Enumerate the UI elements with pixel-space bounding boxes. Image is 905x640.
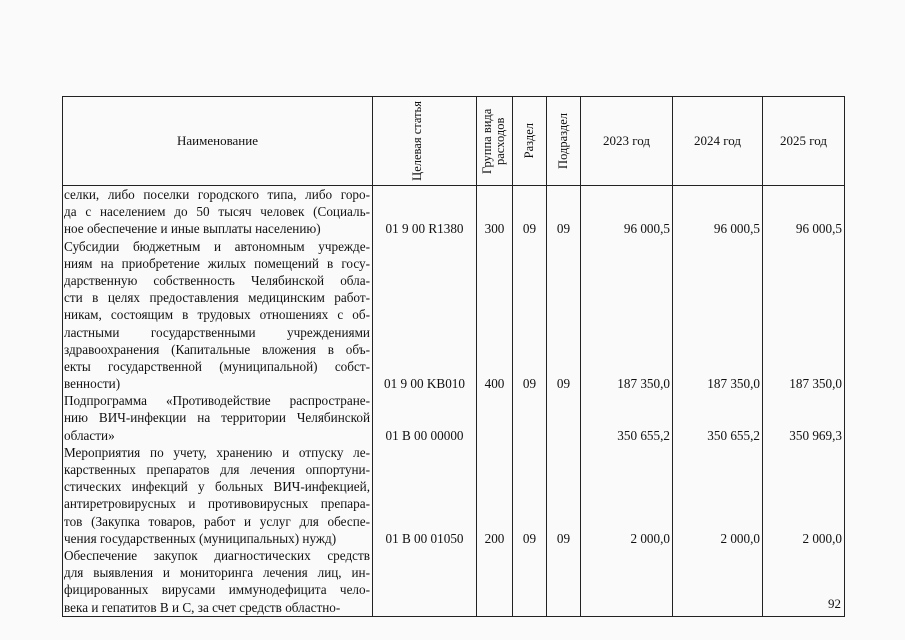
group-spacer bbox=[477, 513, 512, 530]
y2023-column bbox=[581, 186, 673, 617]
y2025-spacer bbox=[763, 358, 842, 375]
section-value: 09 bbox=[522, 376, 537, 392]
table-body-row bbox=[63, 186, 845, 617]
y2023-spacer bbox=[581, 306, 670, 323]
y2025-spacer bbox=[763, 341, 842, 358]
y2024-column bbox=[673, 186, 763, 617]
subsection-spacer bbox=[547, 392, 580, 409]
subsection-spacer bbox=[547, 409, 580, 426]
y2023-spacer bbox=[581, 186, 670, 203]
section-value: 09 bbox=[522, 221, 537, 237]
y2024-spacer bbox=[673, 272, 760, 289]
y2024-spacer bbox=[673, 186, 760, 203]
y2023-value bbox=[581, 599, 670, 616]
header-article-text: Целевая статья bbox=[409, 101, 424, 181]
subsection-spacer bbox=[547, 306, 580, 323]
group-value bbox=[477, 599, 512, 616]
y2025-value: 350 969,3 bbox=[789, 427, 842, 443]
y2024-spacer bbox=[673, 513, 760, 530]
y2023-spacer bbox=[581, 392, 670, 409]
y2023-spacer bbox=[581, 444, 670, 461]
group-values bbox=[477, 186, 512, 616]
y2023-value: 2 000,0 bbox=[630, 530, 670, 546]
y2024-spacer bbox=[673, 581, 760, 598]
y2025-spacer bbox=[763, 564, 842, 581]
subsection-value: 09 bbox=[556, 221, 571, 237]
article-spacer bbox=[373, 341, 476, 358]
y2024-value bbox=[673, 599, 760, 616]
article-value: 01 9 00 R1380 bbox=[385, 221, 464, 237]
header-name: Наименование bbox=[63, 97, 373, 186]
article-spacer bbox=[373, 461, 476, 478]
name-line: нию ВИЧ-инфекции на территории Челябинской bbox=[64, 410, 370, 426]
name-line: века и гепатитов В и С, за счет средств областно- bbox=[64, 599, 341, 615]
name-line: ное обеспечение и иные выплаты населению) bbox=[64, 221, 321, 237]
y2023-spacer bbox=[581, 478, 670, 495]
y2023-spacer bbox=[581, 495, 670, 512]
y2025-spacer bbox=[763, 238, 842, 255]
name-line: фицированных вирусами иммунодефицита чело- bbox=[64, 582, 370, 598]
y2023-spacer bbox=[581, 203, 670, 220]
y2025-spacer bbox=[763, 444, 842, 461]
group-spacer bbox=[477, 478, 512, 495]
article-spacer bbox=[373, 358, 476, 375]
y2023-spacer bbox=[581, 289, 670, 306]
name-line: для выявления и мониторинга лечения лиц, ин- bbox=[64, 565, 370, 581]
y2023-spacer bbox=[581, 238, 670, 255]
y2023-spacer bbox=[581, 409, 670, 426]
article-spacer bbox=[373, 581, 476, 598]
group-spacer bbox=[477, 272, 512, 289]
name-line: сти в целях предоставления медицинским работ- bbox=[64, 290, 370, 306]
y2025-value: 96 000,5 bbox=[795, 221, 842, 237]
subsection-spacer bbox=[547, 289, 580, 306]
section-value bbox=[513, 427, 546, 444]
section-value: 09 bbox=[522, 530, 537, 546]
y2025-spacer bbox=[763, 272, 842, 289]
name-line: екты государственной (муниципальной) собст- bbox=[64, 358, 370, 374]
group-spacer bbox=[477, 444, 512, 461]
y2023-spacer bbox=[581, 358, 670, 375]
subsection-spacer bbox=[547, 513, 580, 530]
subsection-spacer bbox=[547, 495, 580, 512]
header-section-text: Раздел bbox=[522, 123, 536, 159]
name-line: карственных препаратов для лечения оппортуни- bbox=[64, 462, 370, 477]
subsection-value bbox=[547, 427, 580, 444]
group-spacer bbox=[477, 409, 512, 426]
y2025-spacer bbox=[763, 495, 842, 512]
name-line: венности) bbox=[64, 376, 121, 392]
section-spacer bbox=[513, 341, 546, 358]
y2025-spacer bbox=[763, 306, 842, 323]
y2024-spacer bbox=[673, 203, 760, 220]
y2024-spacer bbox=[673, 289, 760, 306]
section-spacer bbox=[513, 324, 546, 341]
y2025-spacer bbox=[763, 255, 842, 272]
y2023-value: 350 655,2 bbox=[617, 427, 670, 443]
name-line: дарственную собственность Челябинской обла- bbox=[64, 272, 370, 288]
group-spacer bbox=[477, 564, 512, 581]
article-spacer bbox=[373, 495, 476, 512]
name-line: чения государственных (муниципальных) нужд) bbox=[64, 530, 337, 546]
subsection-value: 09 bbox=[556, 530, 571, 546]
article-spacer bbox=[373, 564, 476, 581]
header-2025: 2025 год bbox=[763, 97, 845, 186]
group-spacer bbox=[477, 358, 512, 375]
y2024-spacer bbox=[673, 255, 760, 272]
header-group-text: Группа вида расходов bbox=[479, 108, 507, 174]
y2024-value: 187 350,0 bbox=[707, 376, 760, 392]
header-subsection-text: Подраздел bbox=[556, 113, 570, 169]
article-spacer bbox=[373, 547, 476, 564]
y2023-spacer bbox=[581, 324, 670, 341]
y2023-value: 96 000,5 bbox=[623, 221, 670, 237]
y2025-value: 187 350,0 bbox=[789, 376, 842, 392]
subsection-spacer bbox=[547, 461, 580, 478]
section-spacer bbox=[513, 255, 546, 272]
header-group bbox=[477, 97, 513, 186]
section-spacer bbox=[513, 461, 546, 478]
section-spacer bbox=[513, 564, 546, 581]
section-spacer bbox=[513, 272, 546, 289]
name-line: селки, либо поселки городского типа, либо горо- bbox=[64, 187, 370, 202]
article-spacer bbox=[373, 444, 476, 461]
section-spacer bbox=[513, 358, 546, 375]
y2025-spacer bbox=[763, 478, 842, 495]
article-spacer bbox=[373, 186, 476, 203]
y2025-spacer bbox=[763, 324, 842, 341]
y2025-value: 2 000,0 bbox=[802, 530, 842, 546]
subsection-value: 09 bbox=[556, 376, 571, 392]
article-spacer bbox=[373, 513, 476, 530]
article-value: 01 В 00 00000 bbox=[385, 427, 464, 443]
section-spacer bbox=[513, 495, 546, 512]
subsection-spacer bbox=[547, 203, 580, 220]
y2025-spacer bbox=[763, 289, 842, 306]
name-line: Подпрограмма «Противодействие распростране- bbox=[64, 393, 370, 409]
y2024-spacer bbox=[673, 461, 760, 478]
group-spacer bbox=[477, 392, 512, 409]
subsection-spacer bbox=[547, 358, 580, 375]
subsection-spacer bbox=[547, 186, 580, 203]
header-2024: 2024 год bbox=[673, 97, 763, 186]
section-spacer bbox=[513, 444, 546, 461]
group-spacer bbox=[477, 324, 512, 341]
header-section bbox=[513, 97, 547, 186]
group-value: 400 bbox=[484, 376, 505, 392]
y2023-spacer bbox=[581, 564, 670, 581]
y2025-spacer bbox=[763, 186, 842, 203]
group-spacer bbox=[477, 255, 512, 272]
article-value: 01 В 00 01050 bbox=[385, 530, 464, 546]
y2023-spacer bbox=[581, 461, 670, 478]
y2024-spacer bbox=[673, 358, 760, 375]
y2023-value: 187 350,0 bbox=[617, 376, 670, 392]
budget-table bbox=[62, 96, 845, 617]
name-line: ниям на приобретение жилых помещений в госу- bbox=[64, 255, 370, 271]
subsection-spacer bbox=[547, 581, 580, 598]
name-line: стических инфекций у больных ВИЧ-инфекцией, bbox=[64, 479, 370, 495]
section-value bbox=[513, 599, 546, 616]
subsection-spacer bbox=[547, 444, 580, 461]
name-column-text bbox=[64, 186, 370, 616]
group-spacer bbox=[477, 341, 512, 358]
y2023-spacer bbox=[581, 513, 670, 530]
section-spacer bbox=[513, 289, 546, 306]
article-spacer bbox=[373, 203, 476, 220]
group-spacer bbox=[477, 581, 512, 598]
subsection-spacer bbox=[547, 238, 580, 255]
name-line: ластными государственными учреждениями bbox=[64, 324, 370, 340]
group-spacer bbox=[477, 289, 512, 306]
y2024-spacer bbox=[673, 306, 760, 323]
subsection-spacer bbox=[547, 547, 580, 564]
group-value bbox=[477, 427, 512, 444]
name-line: да с населением до 50 тысяч человек (Социаль- bbox=[64, 204, 370, 220]
y2024-spacer bbox=[673, 324, 760, 341]
section-spacer bbox=[513, 186, 546, 203]
group-spacer bbox=[477, 238, 512, 255]
header-subsection bbox=[547, 97, 581, 186]
y2024-spacer bbox=[673, 392, 760, 409]
name-line: Субсидии бюджетным и автономным учрежде- bbox=[64, 238, 370, 254]
article-spacer bbox=[373, 409, 476, 426]
name-column bbox=[63, 186, 373, 617]
subsection-column bbox=[547, 186, 581, 617]
section-spacer bbox=[513, 478, 546, 495]
section-spacer bbox=[513, 238, 546, 255]
y2024-value: 350 655,2 bbox=[707, 427, 760, 443]
name-line: никам, состоящим в трудовых отношениях с об- bbox=[64, 307, 370, 323]
article-spacer bbox=[373, 324, 476, 341]
section-spacer bbox=[513, 409, 546, 426]
name-line: антиретровирусных и противовирусных препара- bbox=[64, 496, 370, 512]
group-spacer bbox=[477, 461, 512, 478]
y2025-spacer bbox=[763, 409, 842, 426]
subsection-spacer bbox=[547, 341, 580, 358]
subsection-spacer bbox=[547, 324, 580, 341]
section-spacer bbox=[513, 392, 546, 409]
name-line: Мероприятия по учету, хранению и отпуску ле- bbox=[64, 444, 370, 460]
group-spacer bbox=[477, 186, 512, 203]
y2024-spacer bbox=[673, 564, 760, 581]
y2023-spacer bbox=[581, 341, 670, 358]
name-line: области» bbox=[64, 427, 115, 443]
y2024-spacer bbox=[673, 238, 760, 255]
y2024-spacer bbox=[673, 444, 760, 461]
header-article bbox=[373, 97, 477, 186]
article-value bbox=[373, 599, 476, 616]
section-column bbox=[513, 186, 547, 617]
y2025-spacer bbox=[763, 513, 842, 530]
y2025-column bbox=[763, 186, 845, 617]
article-spacer bbox=[373, 392, 476, 409]
y2024-spacer bbox=[673, 341, 760, 358]
y2025-spacer bbox=[763, 547, 842, 564]
y2023-spacer bbox=[581, 272, 670, 289]
group-column bbox=[477, 186, 513, 617]
y2024-value: 96 000,5 bbox=[713, 221, 760, 237]
group-spacer bbox=[477, 203, 512, 220]
y2024-spacer bbox=[673, 495, 760, 512]
article-spacer bbox=[373, 272, 476, 289]
article-spacer bbox=[373, 289, 476, 306]
y2024-values bbox=[673, 186, 760, 616]
name-line: здравоохранения (Капитальные вложения в объ- bbox=[64, 341, 370, 357]
page-number: 92 bbox=[828, 596, 841, 611]
group-value: 300 bbox=[484, 221, 505, 237]
subsection-spacer bbox=[547, 564, 580, 581]
section-spacer bbox=[513, 581, 546, 598]
y2024-spacer bbox=[673, 478, 760, 495]
group-spacer bbox=[477, 306, 512, 323]
article-spacer bbox=[373, 238, 476, 255]
y2025-spacer bbox=[763, 203, 842, 220]
table-header-row bbox=[63, 97, 845, 186]
subsection-values bbox=[547, 186, 580, 616]
subsection-spacer bbox=[547, 255, 580, 272]
y2025-values bbox=[763, 186, 842, 616]
y2024-spacer bbox=[673, 409, 760, 426]
y2023-spacer bbox=[581, 547, 670, 564]
article-column bbox=[373, 186, 477, 617]
name-line: Обеспечение закупок диагностических средств bbox=[64, 547, 370, 563]
y2025-spacer bbox=[763, 461, 842, 478]
section-values bbox=[513, 186, 546, 616]
group-spacer bbox=[477, 547, 512, 564]
article-values bbox=[373, 186, 476, 616]
subsection-spacer bbox=[547, 478, 580, 495]
section-spacer bbox=[513, 547, 546, 564]
header-2023: 2023 год bbox=[581, 97, 673, 186]
y2023-spacer bbox=[581, 255, 670, 272]
section-spacer bbox=[513, 306, 546, 323]
article-spacer bbox=[373, 306, 476, 323]
y2024-spacer bbox=[673, 547, 760, 564]
name-line: тов (Закупка товаров, работ и услуг для обеспе- bbox=[64, 513, 370, 529]
article-spacer bbox=[373, 255, 476, 272]
y2024-value: 2 000,0 bbox=[720, 530, 760, 546]
y2023-values bbox=[581, 186, 670, 616]
y2025-spacer bbox=[763, 392, 842, 409]
section-spacer bbox=[513, 203, 546, 220]
y2023-spacer bbox=[581, 581, 670, 598]
article-value: 01 9 00 KB010 bbox=[384, 376, 465, 392]
subsection-spacer bbox=[547, 272, 580, 289]
section-spacer bbox=[513, 513, 546, 530]
article-spacer bbox=[373, 478, 476, 495]
group-spacer bbox=[477, 495, 512, 512]
group-value: 200 bbox=[484, 530, 505, 546]
subsection-value bbox=[547, 599, 580, 616]
